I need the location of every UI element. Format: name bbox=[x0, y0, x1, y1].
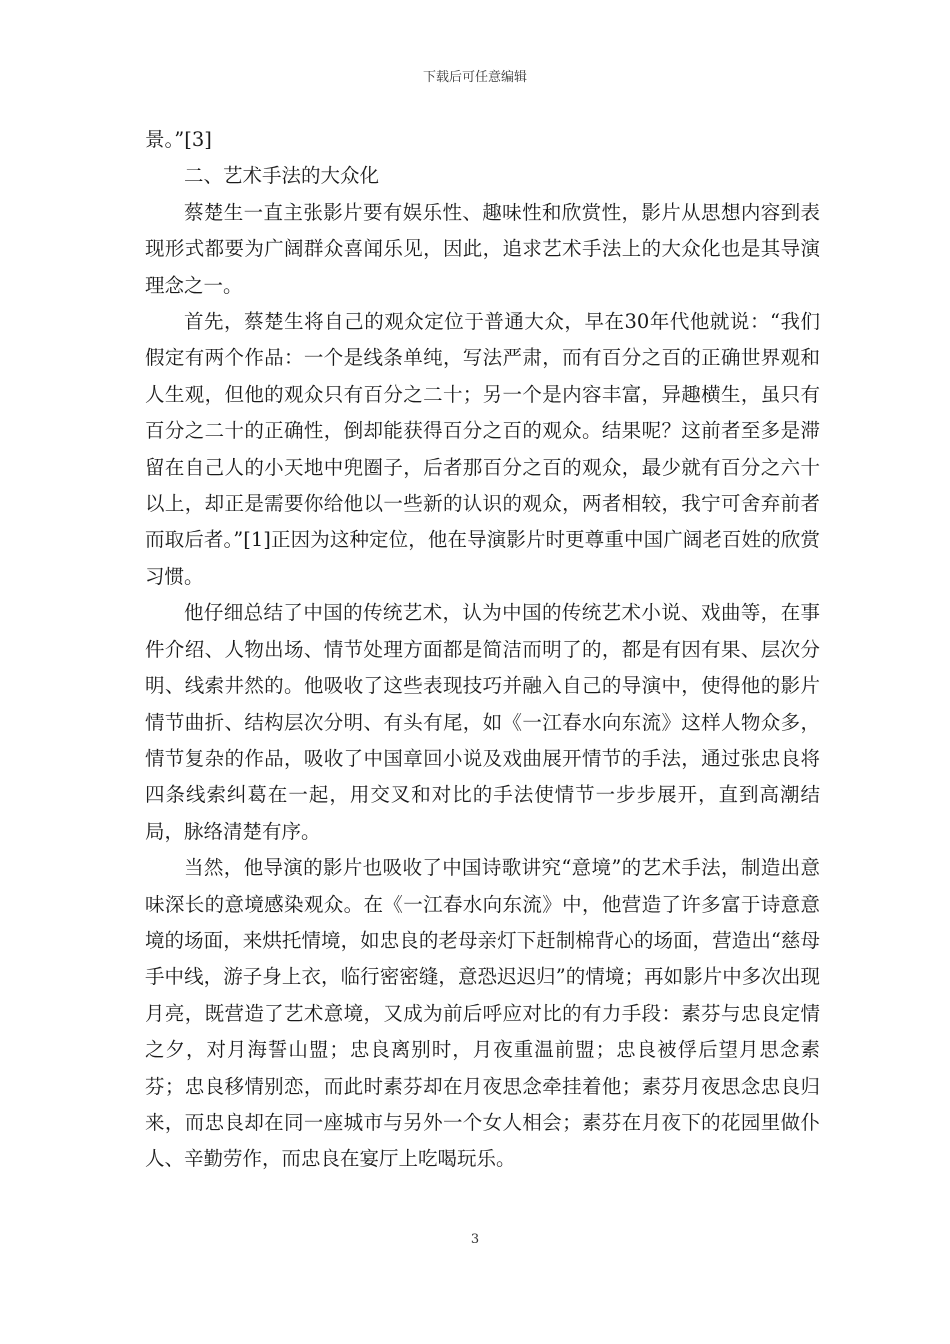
paragraph: 景。”[3] bbox=[145, 128, 212, 151]
paragraph: 当然，他导演的影片也吸收了中国诗歌讲究“意境”的艺术手法，制造出意味深长的意境感染观众。在《一江春水向东流》中，他营造了许多富于诗意意境的场面，来烘托情境，如忠良的老母亲灯下赶制棉背心的场面，营造出“慈母手中线，游子身上衣，临行密密缝，意恐迟迟归”的情境；再如影片中多次出现月亮，既营造了艺术意境，又成为前后呼应对比的有力手段：素芬与忠良定情之夕，对月海誓山盟；忠良离别时，月夜重温前盟；忠良被俘后望月思念素芬；忠良移情别恋，而此时素芬却在月夜思念牵挂着他；素芬月夜思念忠良归来，而忠良却在同一座城市与另外一个女人相会；素芬在月夜下的花园里做仆人、辛勤劳作，而忠良在宴厅上吃喝玩乐。 bbox=[145, 856, 820, 1171]
section-heading: 二、艺术手法的大众化 bbox=[184, 164, 380, 188]
document-body bbox=[145, 122, 820, 1178]
paragraph: 蔡楚生一直主张影片要有娱乐性、趣味性和欣赏性，影片从思想内容到表现形式都要为广阔群众喜闻乐见，因此，追求艺术手法上的大众化也是其导演理念之一。 bbox=[145, 200, 820, 297]
page-header: 下载后可任意编辑 bbox=[422, 70, 527, 85]
paragraph: 他仔细总结了中国的传统艺术，认为中国的传统艺术小说、戏曲等，在事件介绍、人物出场、情节处理方面都是简洁而明了的，都是有因有果、层次分明、线索井然的。他吸收了这些表现技巧并融入自己的导演中，使得他的影片情节曲折、结构层次分明、有头有尾，如《一江春水向东流》这样人物众多，情节复杂的作品，吸收了中国章回小说及戏曲展开情节的手法，通过张忠良将四条线索纠葛在一起，用交叉和对比的手法使情节一步步展开，直到高潮结局，脉络清楚有序。 bbox=[145, 601, 820, 843]
page-number: 3 bbox=[470, 1232, 480, 1247]
paragraph: 首先，蔡楚生将自己的观众定位于普通大众，早在30年代他就说：“我们假定有两个作品：一个是线条单纯，写法严肃，而有百分之百的正确世界观和人生观，但他的观众只有百分之二十；另一个是内容丰富，异趣横生，虽只有百分之二十的正确性，倒却能获得百分之百的观众。结果呢？这前者至多是滞留在自己人的小天地中兜圈子，后者那百分之百的观众，最少就有百分之六十以上，却正是需要你给他以一些新的认识的观众，两者相较，我宁可舍弃前者而取后者。”[1]正因为这种定位，他在导演影片时更尊重中国广阔老百姓的欣赏习惯。 bbox=[145, 310, 820, 588]
